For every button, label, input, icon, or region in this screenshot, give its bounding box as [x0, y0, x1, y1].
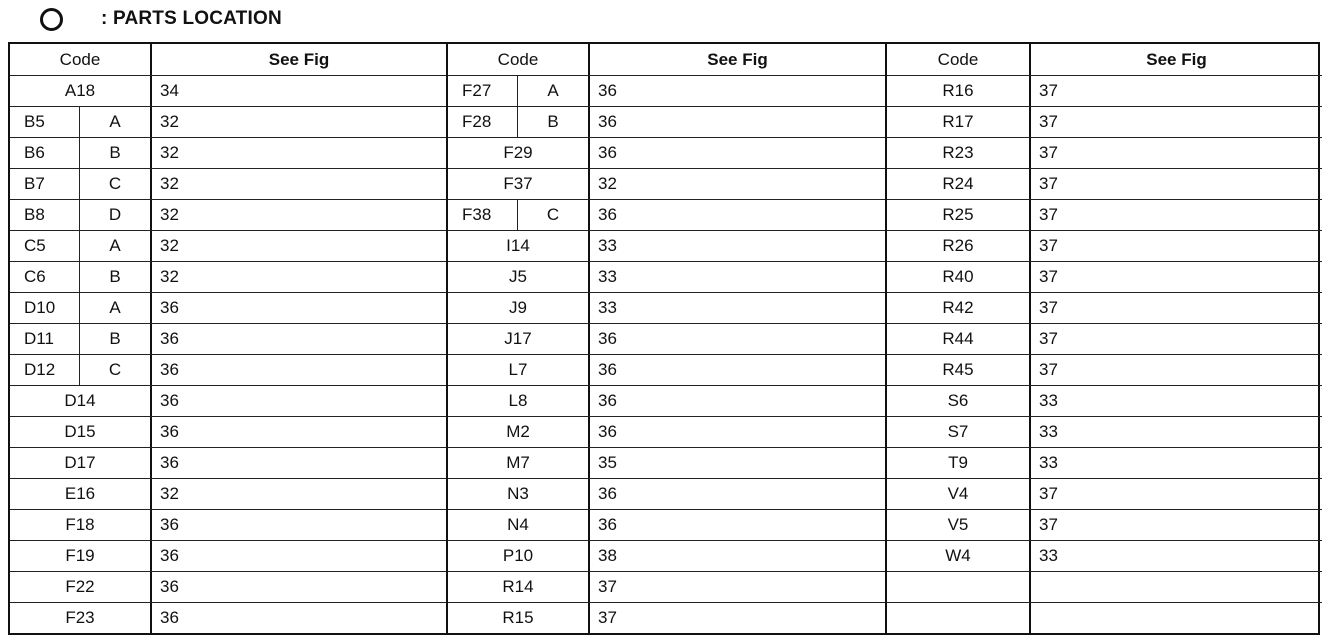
- see-fig-cell: 32: [160, 112, 179, 131]
- code-variant: B: [547, 112, 559, 131]
- code-cell: F18: [10, 510, 152, 540]
- table-row: [448, 509, 885, 540]
- see-fig-cell: 33: [598, 236, 617, 255]
- table-row: [10, 354, 446, 385]
- code-cell: J17: [448, 324, 590, 354]
- see-fig-cell: 36: [160, 391, 179, 410]
- see-fig-cell: 32: [160, 143, 179, 162]
- see-fig-cell: 37: [1039, 205, 1058, 224]
- code-cell: R15: [448, 603, 590, 633]
- code-cell: [10, 262, 152, 292]
- code-cell: F22: [10, 572, 152, 602]
- table-row: [10, 106, 446, 137]
- code-cell: A18: [10, 76, 152, 106]
- code-cell: V5: [887, 510, 1031, 540]
- see-fig-cell: 36: [598, 112, 617, 131]
- code-cell: [10, 355, 152, 385]
- header-code: Code: [10, 44, 152, 75]
- header-code: Code: [887, 44, 1031, 75]
- code-value: B5: [10, 107, 80, 137]
- table-column-2: [446, 44, 885, 633]
- see-fig-cell: 37: [1039, 143, 1058, 162]
- code-cell: [10, 107, 152, 137]
- table-column-1: [10, 44, 446, 633]
- code-cell: R24: [887, 169, 1031, 199]
- code-cell: N3: [448, 479, 590, 509]
- code-variant: A: [547, 81, 559, 100]
- see-fig-cell: 36: [160, 577, 179, 596]
- parts-location-table: [8, 42, 1320, 635]
- code-cell: R25: [887, 200, 1031, 230]
- code-cell: [10, 200, 152, 230]
- code-cell: S6: [887, 386, 1031, 416]
- table-row: [448, 261, 885, 292]
- code-variant: A: [109, 112, 121, 131]
- see-fig-cell: 37: [1039, 329, 1058, 348]
- table-row: [887, 509, 1322, 540]
- see-fig-cell: 36: [598, 205, 617, 224]
- see-fig-cell: 37: [1039, 267, 1058, 286]
- header-row: [448, 44, 885, 75]
- code-cell: R17: [887, 107, 1031, 137]
- code-cell: [10, 138, 152, 168]
- code-cell: F37: [448, 169, 590, 199]
- code-variant: A: [109, 298, 121, 317]
- see-fig-cell: 36: [598, 515, 617, 534]
- table-row: [887, 602, 1322, 633]
- code-cell: [887, 603, 1031, 633]
- see-fig-cell: 33: [598, 267, 617, 286]
- see-fig-cell: 38: [598, 546, 617, 565]
- table-row: [448, 230, 885, 261]
- code-value: F27: [448, 76, 518, 106]
- table-row: [887, 416, 1322, 447]
- code-value: C5: [10, 231, 80, 261]
- table-row: [10, 509, 446, 540]
- table-row: [448, 385, 885, 416]
- table-row: [448, 106, 885, 137]
- code-cell: L7: [448, 355, 590, 385]
- table-row: [887, 230, 1322, 261]
- see-fig-cell: 37: [1039, 112, 1058, 131]
- table-row: [887, 292, 1322, 323]
- header-row: [887, 44, 1322, 75]
- table-row: [887, 385, 1322, 416]
- code-cell: [10, 169, 152, 199]
- table-row: [10, 571, 446, 602]
- code-value: B8: [10, 200, 80, 230]
- see-fig-cell: 37: [598, 608, 617, 627]
- table-row: [887, 199, 1322, 230]
- code-cell: D17: [10, 448, 152, 478]
- code-cell: D14: [10, 386, 152, 416]
- code-cell: R45: [887, 355, 1031, 385]
- table-row: [10, 385, 446, 416]
- title-text: : PARTS LOCATION: [101, 8, 282, 29]
- see-fig-cell: 37: [598, 577, 617, 596]
- table-row: [448, 137, 885, 168]
- see-fig-cell: 36: [598, 484, 617, 503]
- code-variant: A: [109, 236, 121, 255]
- table-row: [10, 292, 446, 323]
- code-value: F38: [448, 200, 518, 230]
- see-fig-cell: 32: [160, 484, 179, 503]
- code-cell: R16: [887, 76, 1031, 106]
- code-cell: R42: [887, 293, 1031, 323]
- table-row: [10, 261, 446, 292]
- code-cell: [10, 293, 152, 323]
- table-row: [10, 478, 446, 509]
- table-row: [448, 602, 885, 633]
- code-cell: [10, 231, 152, 261]
- see-fig-cell: 37: [1039, 360, 1058, 379]
- code-cell: M7: [448, 448, 590, 478]
- table-row: [10, 323, 446, 354]
- table-row: [448, 478, 885, 509]
- code-cell: F23: [10, 603, 152, 633]
- code-variant: C: [546, 205, 560, 224]
- see-fig-cell: 33: [1039, 391, 1058, 410]
- table-row: [10, 447, 446, 478]
- header-row: [10, 44, 446, 75]
- see-fig-cell: 32: [598, 174, 617, 193]
- header-see-fig: See Fig: [1146, 49, 1207, 69]
- code-variant: C: [108, 360, 122, 379]
- see-fig-cell: 37: [1039, 81, 1058, 100]
- code-variant: B: [109, 143, 121, 162]
- code-cell: R26: [887, 231, 1031, 261]
- table-row: [887, 540, 1322, 571]
- see-fig-cell: 36: [160, 329, 179, 348]
- code-cell: M2: [448, 417, 590, 447]
- see-fig-cell: 32: [160, 174, 179, 193]
- table-row: [10, 540, 446, 571]
- see-fig-cell: 35: [598, 453, 617, 472]
- code-value: B7: [10, 169, 80, 199]
- code-value: D12: [10, 355, 80, 385]
- see-fig-cell: 36: [160, 422, 179, 441]
- code-cell: S7: [887, 417, 1031, 447]
- header-see-fig: See Fig: [268, 49, 330, 69]
- code-variant: D: [108, 205, 122, 224]
- table-row: [10, 602, 446, 633]
- table-row: [887, 137, 1322, 168]
- see-fig-cell: 32: [160, 205, 179, 224]
- see-fig-cell: [1031, 603, 1322, 633]
- table-row: [887, 75, 1322, 106]
- table-row: [887, 106, 1322, 137]
- header-code: Code: [448, 44, 590, 75]
- table-row: [448, 168, 885, 199]
- table-row: [887, 571, 1322, 602]
- code-cell: [448, 200, 590, 230]
- code-cell: J5: [448, 262, 590, 292]
- see-fig-cell: 33: [1039, 453, 1058, 472]
- see-fig-cell: 36: [160, 546, 179, 565]
- table-row: [448, 292, 885, 323]
- table-row: [448, 354, 885, 385]
- table-row: [448, 416, 885, 447]
- see-fig-cell: 37: [1039, 298, 1058, 317]
- table-row: [887, 261, 1322, 292]
- table-row: [887, 168, 1322, 199]
- code-cell: J9: [448, 293, 590, 323]
- table-row: [10, 230, 446, 261]
- see-fig-cell: 36: [160, 360, 179, 379]
- code-cell: R14: [448, 572, 590, 602]
- see-fig-cell: 37: [1039, 515, 1058, 534]
- code-cell: N4: [448, 510, 590, 540]
- see-fig-cell: 33: [1039, 546, 1058, 565]
- see-fig-cell: 33: [1039, 422, 1058, 441]
- table-column-3: [885, 44, 1322, 633]
- code-cell: P10: [448, 541, 590, 571]
- table-row: [887, 478, 1322, 509]
- code-cell: R23: [887, 138, 1031, 168]
- code-value: D10: [10, 293, 80, 323]
- see-fig-cell: 36: [160, 515, 179, 534]
- see-fig-cell: 37: [1039, 174, 1058, 193]
- code-cell: T9: [887, 448, 1031, 478]
- see-fig-cell: 36: [598, 391, 617, 410]
- see-fig-cell: 33: [598, 298, 617, 317]
- table-row: [887, 354, 1322, 385]
- header-see-fig: See Fig: [707, 49, 768, 69]
- see-fig-cell: 36: [160, 608, 179, 627]
- table-row: [10, 137, 446, 168]
- see-fig-cell: 36: [160, 298, 179, 317]
- code-cell: R44: [887, 324, 1031, 354]
- code-cell: V4: [887, 479, 1031, 509]
- see-fig-cell: 36: [598, 422, 617, 441]
- table-row: [887, 447, 1322, 478]
- see-fig-cell: 36: [160, 453, 179, 472]
- see-fig-cell: 36: [598, 81, 617, 100]
- table-row: [887, 323, 1322, 354]
- code-cell: F29: [448, 138, 590, 168]
- table-row: [10, 199, 446, 230]
- code-value: B6: [10, 138, 80, 168]
- table-row: [448, 540, 885, 571]
- table-row: [10, 416, 446, 447]
- table-row: [448, 75, 885, 106]
- code-cell: F19: [10, 541, 152, 571]
- code-value: F28: [448, 107, 518, 137]
- code-cell: [10, 324, 152, 354]
- table-row: [448, 323, 885, 354]
- code-value: C6: [10, 262, 80, 292]
- see-fig-cell: 36: [598, 360, 617, 379]
- code-variant: B: [109, 329, 121, 348]
- code-value: D11: [10, 324, 80, 354]
- table-row: [10, 75, 446, 106]
- see-fig-cell: 36: [598, 143, 617, 162]
- code-cell: [448, 76, 590, 106]
- table-row: [448, 199, 885, 230]
- table-row: [448, 447, 885, 478]
- see-fig-cell: 34: [160, 81, 179, 100]
- table-row: [448, 571, 885, 602]
- code-cell: [448, 107, 590, 137]
- see-fig-cell: 37: [1039, 236, 1058, 255]
- code-cell: W4: [887, 541, 1031, 571]
- circle-icon: [40, 8, 63, 31]
- page-title: [40, 4, 282, 34]
- code-variant: C: [108, 174, 122, 193]
- see-fig-cell: 36: [598, 329, 617, 348]
- see-fig-cell: 37: [1039, 484, 1058, 503]
- code-cell: E16: [10, 479, 152, 509]
- code-cell: [887, 572, 1031, 602]
- see-fig-cell: [1031, 572, 1322, 602]
- code-cell: D15: [10, 417, 152, 447]
- code-cell: I14: [448, 231, 590, 261]
- table-row: [10, 168, 446, 199]
- code-cell: R40: [887, 262, 1031, 292]
- code-variant: B: [109, 267, 121, 286]
- see-fig-cell: 32: [160, 236, 179, 255]
- code-cell: L8: [448, 386, 590, 416]
- see-fig-cell: 32: [160, 267, 179, 286]
